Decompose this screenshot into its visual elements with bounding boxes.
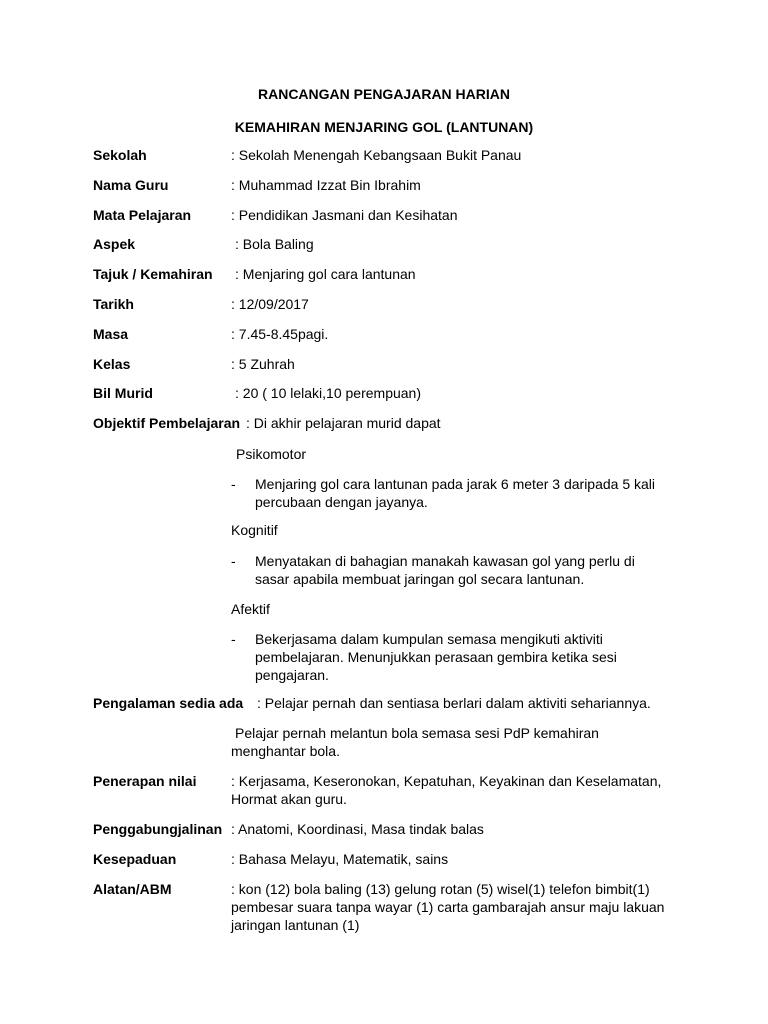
value-penerapan-nilai: : Kerjasama, Keseronokan, Kepatuhan, Keyakinan dan Keselamatan, Hormat akan guru. [231, 773, 662, 807]
label-tajuk: Tajuk / Kemahiran [93, 266, 213, 282]
label-penggabungjalinan: Penggabungjalinan [93, 821, 223, 837]
objective-psikomotor: Menjaring gol cara lantunan pada jarak 6 meter 3 daripada 5 kali percubaan dengan jayanya. [255, 476, 656, 510]
value-pengalaman-1: : Pelajar pernah dan sentiasa berlari dalam aktiviti sehariannya. [257, 695, 651, 711]
label-pengalaman: Pengalaman sedia ada [93, 695, 244, 711]
label-masa: Masa [93, 326, 129, 342]
value-bil-murid: : 20 ( 10 lelaki,10 perempuan) [235, 385, 421, 401]
value-objektif-intro: : Di akhir pelajaran murid dapat [246, 415, 441, 431]
label-nama-guru: Nama Guru [93, 177, 169, 193]
domain-heading-psikomotor: Psikomotor [236, 446, 307, 462]
value-penggabungjalinan: : Anatomi, Koordinasi, Masa tindak balas [231, 821, 484, 837]
bullet-dash: - [231, 631, 236, 647]
domain-heading-kognitif: Kognitif [231, 522, 278, 538]
document-title: RANCANGAN PENGAJARAN HARIAN [257, 86, 510, 102]
value-aspek: : Bola Baling [235, 236, 314, 252]
label-kelas: Kelas [93, 356, 131, 372]
label-objektif: Objektif Pembelajaran [93, 415, 241, 431]
label-mata-pelajaran: Mata Pelajaran [93, 207, 192, 223]
bullet-dash: - [231, 553, 236, 569]
label-bil-murid: Bil Murid [93, 385, 153, 401]
value-tajuk: : Menjaring gol cara lantunan [235, 266, 416, 282]
objective-afektif: Bekerjasama dalam kumpulan semasa mengikuti aktiviti pembelajaran. Menunjukkan perasaan gembira ketika sesi pengajaran. [255, 631, 617, 683]
label-tarikh: Tarikh [93, 296, 134, 312]
label-aspek: Aspek [93, 236, 136, 252]
label-penerapan-nilai: Penerapan nilai [93, 773, 197, 789]
objective-kognitif: Menyatakan di bahagian manakah kawasan gol yang perlu di sasar apabila membuat jaringan gol secara lantunan. [255, 553, 635, 587]
label-kesepaduan: Kesepaduan [93, 851, 177, 867]
value-tarikh: : 12/09/2017 [231, 296, 309, 312]
label-sekolah: Sekolah [93, 147, 147, 163]
document-subtitle: KEMAHIRAN MENJARING GOL (LANTUNAN) [234, 119, 534, 135]
label-alatan: Alatan/ABM [93, 881, 172, 897]
value-masa: : 7.45-8.45pagi. [231, 326, 329, 342]
value-alatan: : kon (12) bola baling (13) gelung rotan (5) wisel(1) telefon bimbit(1) pembesar suara tanpa wayar (1) carta gambarajah ansur maju lakuan jaringan lantunan (1) [231, 881, 665, 933]
value-pengalaman-2: Pelajar pernah melantun bola semasa sesi PdP kemahiran menghantar bola. [231, 725, 599, 759]
value-kesepaduan: : Bahasa Melayu, Matematik, sains [231, 851, 449, 867]
value-sekolah: : Sekolah Menengah Kebangsaan Bukit Panau [231, 147, 522, 163]
value-nama-guru: : Muhammad Izzat Bin Ibrahim [231, 177, 421, 193]
value-mata-pelajaran: : Pendidikan Jasmani dan Kesihatan [231, 207, 458, 223]
domain-heading-afektif: Afektif [231, 601, 270, 617]
bullet-dash: - [231, 476, 236, 492]
value-kelas: : 5 Zuhrah [231, 356, 295, 372]
